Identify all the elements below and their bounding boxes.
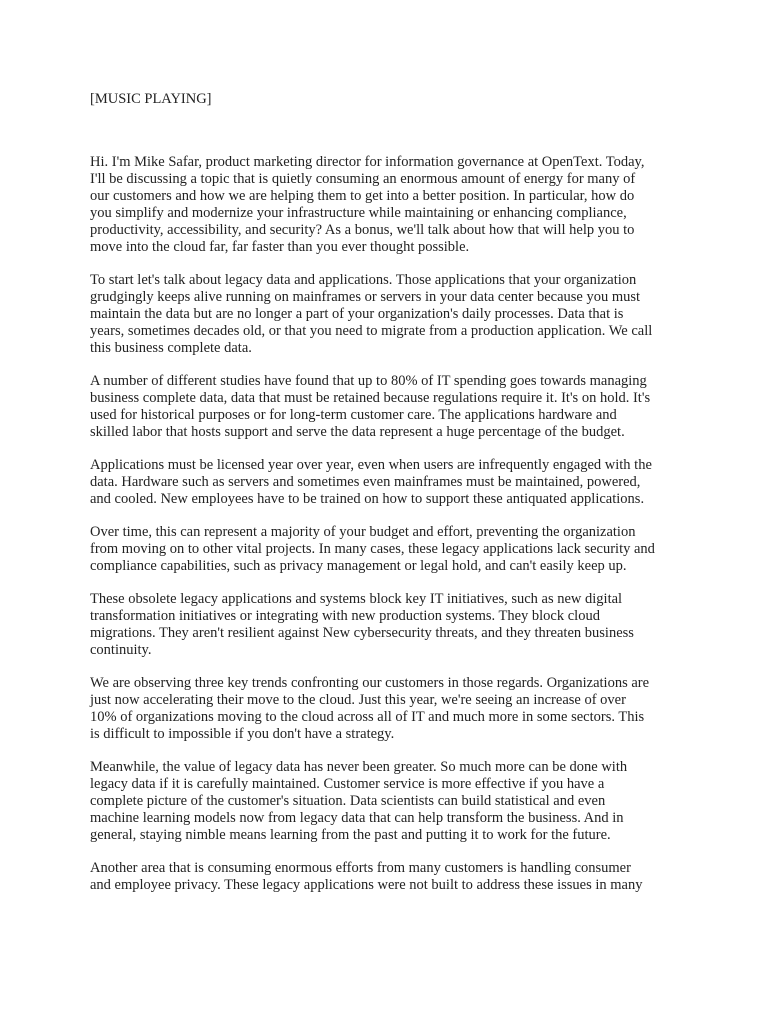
transcript-line: complete picture of the customer's situation. Data scientists can build statistical and even — [90, 793, 606, 809]
transcript-line: from moving on to other vital projects. In many cases, these legacy applications lack security and — [90, 541, 655, 557]
transcript-line: migrations. They aren't resilient against New cybersecurity threats, and they threaten business — [90, 625, 634, 641]
transcript-paragraph — [90, 154, 688, 256]
transcript-paragraph — [90, 373, 688, 441]
transcript-line: machine learning models now from legacy data that can help transform the business. And in — [90, 810, 624, 826]
transcript-line: data. Hardware such as servers and sometimes even mainframes must be maintained, powered, — [90, 474, 641, 490]
transcript-line: These obsolete legacy applications and systems block key IT initiatives, such as new digital — [90, 591, 623, 607]
transcript-line: productivity, accessibility, and security? As a bonus, we'll talk about how that will help you to — [90, 222, 635, 238]
transcript-line: continuity. — [90, 642, 152, 658]
transcript-line: and employee privacy. These legacy applications were not built to address these issues in many — [90, 877, 643, 893]
transcript-line: legacy data if it is carefully maintained. Customer service is more effective if you have a — [90, 776, 605, 792]
transcript-paragraph — [90, 272, 688, 357]
transcript-paragraph — [90, 675, 688, 743]
transcript-paragraph — [90, 860, 688, 894]
transcript-line: this business complete data. — [90, 340, 252, 356]
transcript-line: is difficult to impossible if you don't have a strategy. — [90, 726, 395, 742]
transcript-line: I'll be discussing a topic that is quietly consuming an enormous amount of energy for many of — [90, 171, 636, 187]
transcript-line: used for historical purposes or for long-term customer care. The applications hardware and — [90, 407, 617, 423]
transcript-line: years, sometimes decades old, or that you need to migrate from a production application. We call — [90, 323, 653, 339]
transcript-line: compliance capabilities, such as privacy management or legal hold, and can't easily keep up. — [90, 558, 627, 574]
transcript-paragraph — [90, 591, 688, 659]
transcript-line: general, staying nimble means learning from the past and putting it to work for the future. — [90, 827, 611, 843]
transcript-line: 10% of organizations moving to the cloud across all of IT and much more in some sectors. This — [90, 709, 645, 725]
transcript-line: Hi. I'm Mike Safar, product marketing director for information governance at OpenText. Today, — [90, 154, 645, 170]
transcript-body — [90, 154, 688, 894]
transcript-line: Applications must be licensed year over year, even when users are infrequently engaged with the — [90, 457, 652, 473]
transcript-line: move into the cloud far, far faster than you ever thought possible. — [90, 239, 470, 255]
transcript-paragraph — [90, 759, 688, 844]
transcript-line: and cooled. New employees have to be trained on how to support these antiquated applications. — [90, 491, 645, 507]
music-playing-heading: [MUSIC PLAYING] — [90, 91, 212, 107]
transcript-line: skilled labor that hosts support and serve the data represent a huge percentage of the budget. — [90, 424, 625, 440]
transcript-line: maintain the data but are no longer a part of your organization's daily processes. Data that is — [90, 306, 624, 322]
transcript-line: grudgingly keeps alive running on mainframes or servers in your data center because you must — [90, 289, 641, 305]
transcript-line: Meanwhile, the value of legacy data has never been greater. So much more can be done with — [90, 759, 628, 775]
transcript-line: A number of different studies have found that up to 80% of IT spending goes towards managing — [90, 373, 647, 389]
transcript-line: just now accelerating their move to the cloud. Just this year, we're seeing an increase of over — [90, 692, 626, 708]
transcript-line: We are observing three key trends confronting our customers in those regards. Organizations are — [90, 675, 650, 691]
transcript-paragraph — [90, 457, 688, 508]
transcript-line: Over time, this can represent a majority of your budget and effort, preventing the organization — [90, 524, 636, 540]
transcript-line: Another area that is consuming enormous efforts from many customers is handling consumer — [90, 860, 631, 876]
transcript-line: transformation initiatives or integrating with new production systems. They block cloud — [90, 608, 600, 624]
transcript-paragraph — [90, 524, 688, 575]
transcript-line: our customers and how we are helping them to get into a better position. In particular, how do — [90, 188, 635, 204]
transcript-line: you simplify and modernize your infrastructure while maintaining or enhancing compliance, — [90, 205, 627, 221]
transcript-line: To start let's talk about legacy data and applications. Those applications that your organization — [90, 272, 637, 288]
transcript-line: business complete data, data that must be retained because regulations require it. It's on hold. It's — [90, 390, 651, 406]
